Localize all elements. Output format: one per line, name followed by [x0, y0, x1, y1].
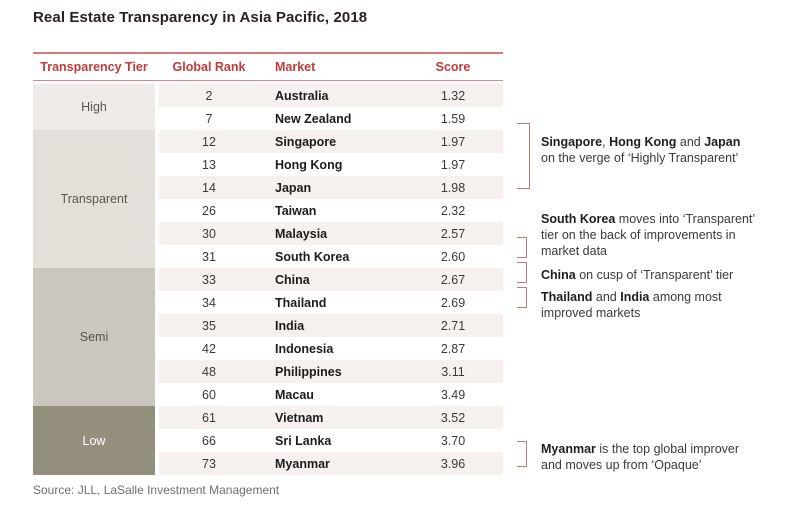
table-header-rule: [33, 80, 503, 81]
table-row: [159, 84, 503, 107]
tier-cell-high: High: [33, 84, 155, 130]
market-cell: Macau: [275, 387, 314, 402]
table-row: [159, 222, 503, 245]
annotation-bracket-icon: [517, 441, 527, 467]
score-cell: 1.98: [440, 180, 466, 195]
score-cell: 3.52: [440, 410, 466, 425]
score-cell: 2.32: [440, 203, 466, 218]
column-header-score: Score: [435, 60, 471, 74]
annotation-text: Singapore, Hong Kong and Japan on the verge of ‘Highly Transparent’: [541, 135, 741, 165]
market-cell: Sri Lanka: [275, 433, 332, 448]
table-row: [159, 176, 503, 199]
score-cell: 3.11: [441, 364, 465, 379]
score-cell: 2.57: [440, 226, 466, 241]
annotation-text: South Korea moves into ‘Transparent’ tier on the back of improvements in market data: [541, 212, 756, 258]
rank-cell: 73: [202, 456, 216, 471]
column-header-transparency-tier: Transparency Tier: [40, 60, 148, 74]
annotation-bracket-icon: [517, 262, 527, 283]
table-row: [159, 429, 503, 452]
rank-cell: 31: [202, 249, 216, 264]
annotation-bracket-icon: [517, 237, 527, 258]
market-cell: Myanmar: [275, 456, 330, 471]
table-row: [159, 406, 503, 429]
score-cell: 2.71: [440, 318, 466, 333]
table-row: [159, 360, 503, 383]
score-cell: 3.96: [440, 456, 466, 471]
market-cell: Indonesia: [275, 341, 334, 356]
table-row: [159, 107, 503, 130]
rank-cell: 35: [202, 318, 216, 333]
market-cell: Australia: [275, 88, 329, 103]
column-header-global-rank: Global Rank: [172, 60, 246, 74]
market-cell: Malaysia: [275, 226, 328, 241]
column-header-market: Market: [275, 60, 316, 74]
market-cell: India: [275, 318, 305, 333]
rank-cell: 48: [202, 364, 216, 379]
table-row: [159, 268, 503, 291]
rank-cell: 12: [202, 134, 216, 149]
transparency-table: [33, 52, 503, 475]
score-cell: 1.97: [440, 157, 466, 172]
annotation-text: China on cusp of ‘Transparent’ tier: [541, 268, 734, 282]
tier-cell-low: Low: [33, 406, 155, 475]
tier-cell-semi: Semi: [33, 268, 155, 406]
source-note: Source: JLL, LaSalle Investment Management: [33, 483, 280, 497]
score-cell: 2.60: [440, 249, 466, 264]
rank-cell: 30: [202, 226, 216, 241]
market-cell: Thailand: [275, 295, 327, 310]
table-row: [159, 337, 503, 360]
table-row: [159, 291, 503, 314]
tier-cell-transparent: Transparent: [33, 130, 155, 268]
market-cell: Hong Kong: [275, 157, 343, 172]
table-row: [159, 130, 503, 153]
market-cell: South Korea: [275, 249, 350, 264]
table-rows: [159, 84, 503, 475]
table-row: [159, 153, 503, 176]
page-title: Real Estate Transparency in Asia Pacific, 2018: [33, 9, 368, 26]
score-cell: 3.70: [440, 433, 466, 448]
market-cell: Vietnam: [275, 410, 324, 425]
table-row: [159, 199, 503, 222]
rank-cell: 61: [202, 410, 216, 425]
rank-cell: 2: [205, 88, 213, 103]
score-cell: 1.97: [440, 134, 466, 149]
rank-cell: 66: [202, 433, 216, 448]
market-cell: Taiwan: [275, 203, 317, 218]
table-body: [33, 84, 503, 475]
score-cell: 2.67: [440, 272, 466, 287]
market-cell: Singapore: [275, 134, 337, 149]
annotation-text: Myanmar is the top global improver and moves up from ‘Opaque’: [541, 442, 740, 472]
annotation-text: Thailand and India among most improved markets: [541, 290, 722, 320]
tier-column: [33, 84, 155, 475]
rank-cell: 34: [202, 295, 216, 310]
table-row: [159, 314, 503, 337]
annotation-bracket-icon: [517, 287, 527, 308]
table-header-row: [33, 54, 503, 80]
table-row: [159, 383, 503, 406]
score-cell: 1.59: [440, 111, 466, 126]
score-cell: 1.32: [440, 88, 466, 103]
table-row: [159, 452, 503, 475]
score-cell: 2.87: [440, 341, 466, 356]
rank-cell: 26: [202, 203, 216, 218]
market-cell: Japan: [275, 180, 312, 195]
rank-cell: 60: [202, 387, 216, 402]
score-cell: 2.69: [440, 295, 466, 310]
annotation-bracket-icon: [517, 123, 530, 189]
score-cell: 3.49: [440, 387, 466, 402]
market-cell: New Zealand: [275, 111, 352, 126]
rank-cell: 33: [202, 272, 216, 287]
market-cell: Philippines: [275, 364, 342, 379]
table-row: [159, 245, 503, 268]
rank-cell: 7: [205, 111, 213, 126]
rank-cell: 13: [202, 157, 216, 172]
rank-cell: 42: [202, 341, 216, 356]
market-cell: China: [275, 272, 310, 287]
rank-cell: 14: [202, 180, 216, 195]
